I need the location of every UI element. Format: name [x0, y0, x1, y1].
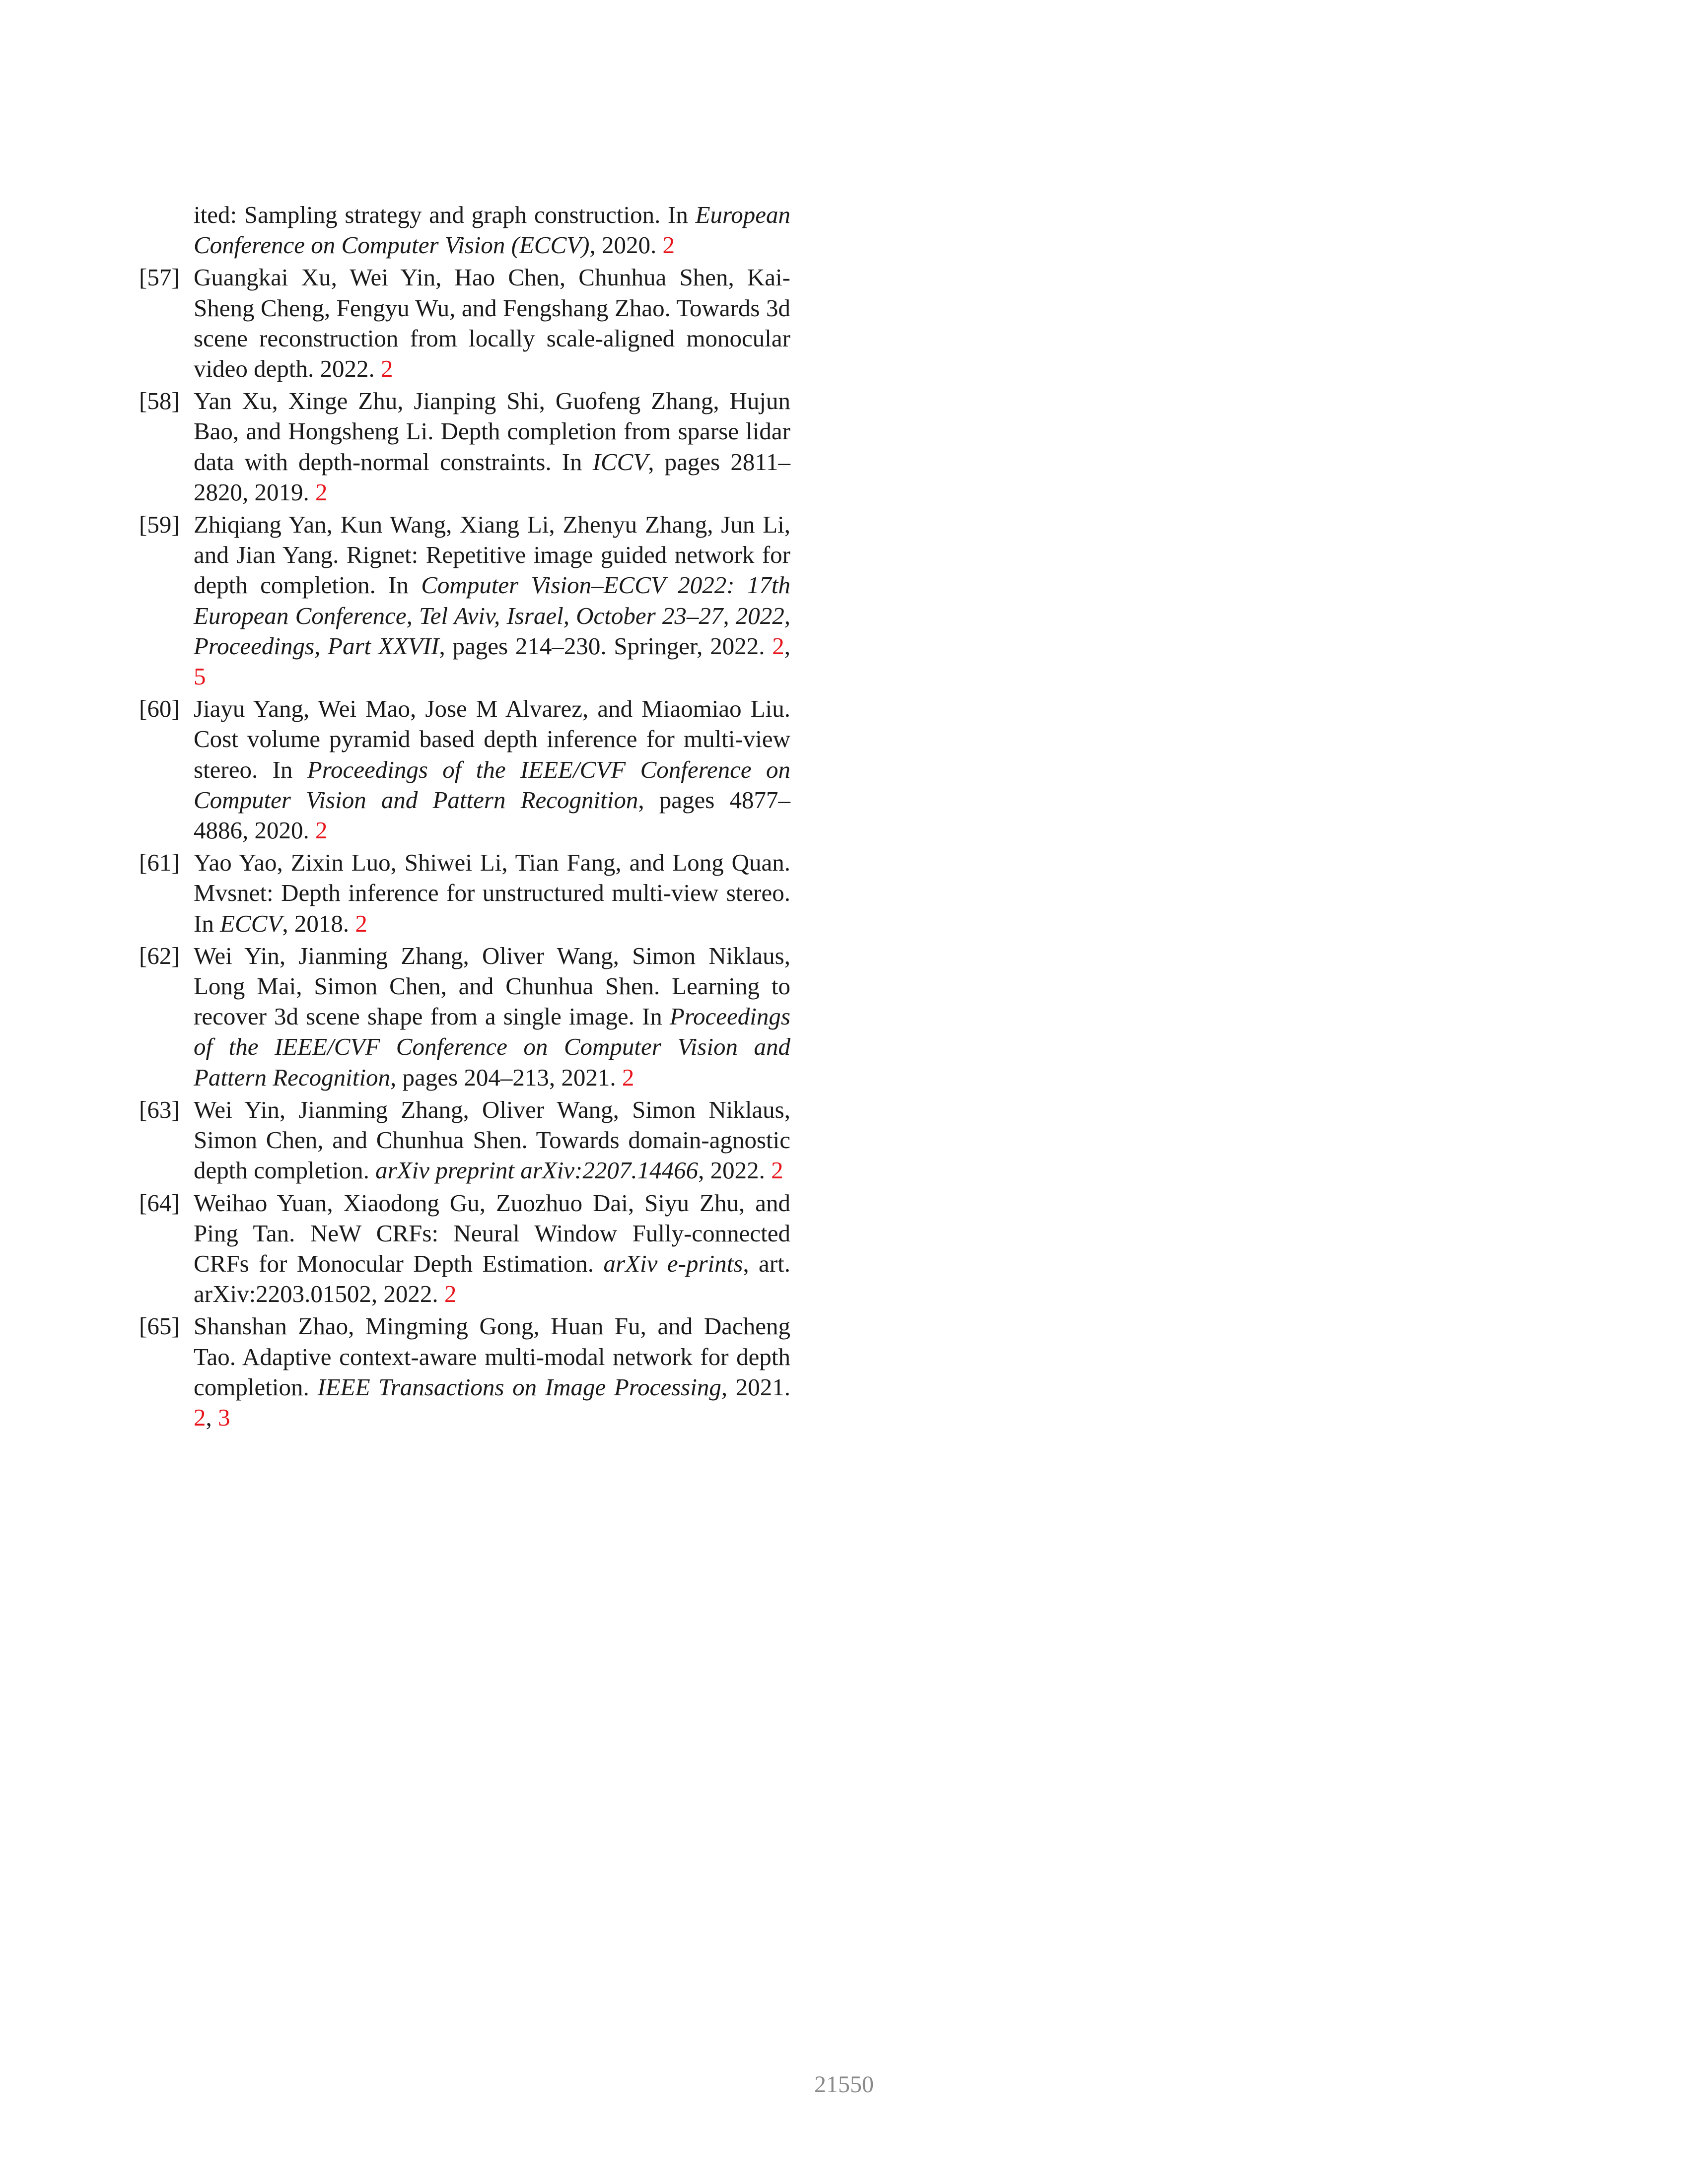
- reference-segment: ited: Sampling strategy and graph construction. In: [194, 201, 696, 228]
- reference-text: [194, 849, 790, 937]
- reference-item: [139, 941, 790, 1092]
- backref-link[interactable]: 2: [444, 1280, 457, 1308]
- reference-number: [60]: [139, 695, 180, 723]
- reference-text: [194, 1096, 790, 1184]
- reference-segment: Shanshan Zhao, Mingming Gong, Huan Fu, and Dacheng Tao. Adaptive context-aware multi-modal network for depth completion.: [194, 1312, 790, 1401]
- reference-item: [139, 386, 790, 507]
- reference-segment: , 2022.: [698, 1157, 772, 1184]
- backref-link[interactable]: 2: [662, 231, 675, 259]
- backref-link[interactable]: 2: [772, 632, 784, 660]
- reference-venue: arXiv e-prints: [603, 1249, 743, 1277]
- reference-text: [194, 201, 790, 259]
- reference-segment: Weihao Yuan, Xiaodong Gu, Zuozhuo Dai, Siyu Zhu, and Ping Tan. NeW CRFs: Neural Window Fully-connected CRFs for Monocular Depth Estimation.: [194, 1189, 790, 1277]
- reference-segment: , 2018.: [282, 909, 355, 937]
- reference-text: [194, 1189, 790, 1308]
- reference-segment: Yan Xu, Xinge Zhu, Jianping Shi, Guofeng Zhang, Hujun Bao, and Hongsheng Li. Depth completion from sparse lidar data with depth-normal constraints. In: [194, 387, 790, 476]
- reference-item: [139, 1188, 790, 1309]
- reference-number: [57]: [139, 264, 180, 291]
- reference-item: [139, 1094, 790, 1186]
- reference-segment: , pages 4877–4886, 2020.: [194, 786, 790, 844]
- backref-link[interactable]: 2: [315, 478, 328, 506]
- reference-item: [139, 847, 790, 939]
- reference-number: [58]: [139, 387, 180, 415]
- reference-venue: IEEE Transactions on Image Processing: [317, 1373, 721, 1401]
- reference-text: [194, 695, 790, 844]
- reference-segment: Wei Yin, Jianming Zhang, Oliver Wang, Simon Niklaus, Long Mai, Simon Chen, and Chunhua Shen. Learning to recover 3d scene shape from a single image. In: [194, 942, 790, 1030]
- reference-segment: , pages 2811–2820, 2019.: [194, 448, 790, 506]
- reference-segment: , 2021.: [721, 1373, 791, 1401]
- reference-segment: Wei Yin, Jianming Zhang, Oliver Wang, Simon Niklaus, Simon Chen, and Chunhua Shen. Towards domain-agnostic depth completion.: [194, 1095, 790, 1184]
- page-number: 21550: [814, 2071, 874, 2098]
- reference-text: [194, 387, 790, 506]
- reference-number: [65]: [139, 1312, 180, 1340]
- reference-venue: Proceedings of the IEEE/CVF Conference on Computer Vision and Pattern Recognition: [194, 755, 790, 814]
- reference-venue: European Conference on Computer Vision (ECCV): [194, 201, 790, 259]
- backref-link[interactable]: 2: [194, 1403, 206, 1431]
- backref-link[interactable]: 2: [380, 355, 393, 383]
- reference-venue: arXiv preprint arXiv:2207.14466: [375, 1157, 699, 1184]
- reference-segment: Guangkai Xu, Wei Yin, Hao Chen, Chunhua Shen, Kai-Sheng Cheng, Fengyu Wu, and Fengshang Zhao. Towards 3d scene reconstruction from locally scale-aligned monocular video depth. 2022.: [194, 264, 790, 383]
- reference-venue: ECCV: [220, 909, 282, 937]
- reference-segment: , pages 204–213, 2021.: [390, 1063, 622, 1091]
- reference-number: [64]: [139, 1189, 180, 1217]
- reference-continuation: [139, 200, 790, 260]
- reference-segment: , art. arXiv:2203.01502, 2022.: [194, 1249, 790, 1308]
- reference-list: [139, 200, 790, 1434]
- reference-number: [62]: [139, 942, 180, 969]
- reference-number: [59]: [139, 511, 180, 539]
- reference-segment: , pages 214–230. Springer, 2022.: [439, 632, 773, 660]
- reference-item: [139, 262, 790, 384]
- reference-text: [194, 264, 790, 382]
- reference-venue: Proceedings of the IEEE/CVF Conference on Computer Vision and Pattern Recognition: [194, 1003, 790, 1091]
- reference-item: [139, 509, 790, 691]
- reference-venue: Computer Vision–ECCV 2022: 17th European Conference, Tel Aviv, Israel, October 23–27, 2022, Proceedings, Part XXVII: [194, 571, 790, 660]
- reference-item: [139, 1311, 790, 1433]
- backref-link[interactable]: 2: [622, 1063, 634, 1091]
- reference-segment: Yao Yao, Zixin Luo, Shiwei Li, Tian Fang, and Long Quan. Mvsnet: Depth inference for unstructured multi-view stereo. In: [194, 849, 790, 937]
- reference-text: [194, 942, 790, 1091]
- reference-item: [139, 693, 790, 845]
- backref-link[interactable]: 2: [771, 1157, 783, 1184]
- reference-number: [61]: [139, 849, 180, 877]
- reference-segment: , 2020.: [589, 231, 663, 259]
- backref-link[interactable]: 5: [194, 663, 206, 690]
- backref-link[interactable]: 2: [355, 909, 367, 937]
- reference-segment: Jiayu Yang, Wei Mao, Jose M Alvarez, and Miaomiao Liu. Cost volume pyramid based depth inference for multi-view stereo. In: [194, 695, 790, 783]
- backref-link[interactable]: 3: [218, 1403, 230, 1431]
- reference-text: Shanshan Zhao, Mingming Gong, Huan Fu, and Dacheng Tao. Adaptive context-aware multi-modal network for depth completion. IEEE Transactions on Image Processing, 2021. 2, 3: [194, 1312, 791, 1431]
- reference-venue: ICCV: [592, 448, 648, 476]
- backref-link[interactable]: 2: [315, 817, 328, 844]
- reference-segment: Zhiqiang Yan, Kun Wang, Xiang Li, Zhenyu Zhang, Jun Li, and Jian Yang. Rignet: Repetitive image guided network for depth completion. In: [194, 511, 790, 599]
- reference-number: [63]: [139, 1095, 180, 1123]
- reference-text: Zhiqiang Yan, Kun Wang, Xiang Li, Zhenyu Zhang, Jun Li, and Jian Yang. Rignet: Repetitive image guided network for depth completion. In Computer Vision–ECCV 2022: 17th European Conference, Tel Aviv, Israel, October 23–27, 2022, Proceedings, Part XXVII, pages 214–230. Springer, 2022. 2, 5: [194, 511, 791, 690]
